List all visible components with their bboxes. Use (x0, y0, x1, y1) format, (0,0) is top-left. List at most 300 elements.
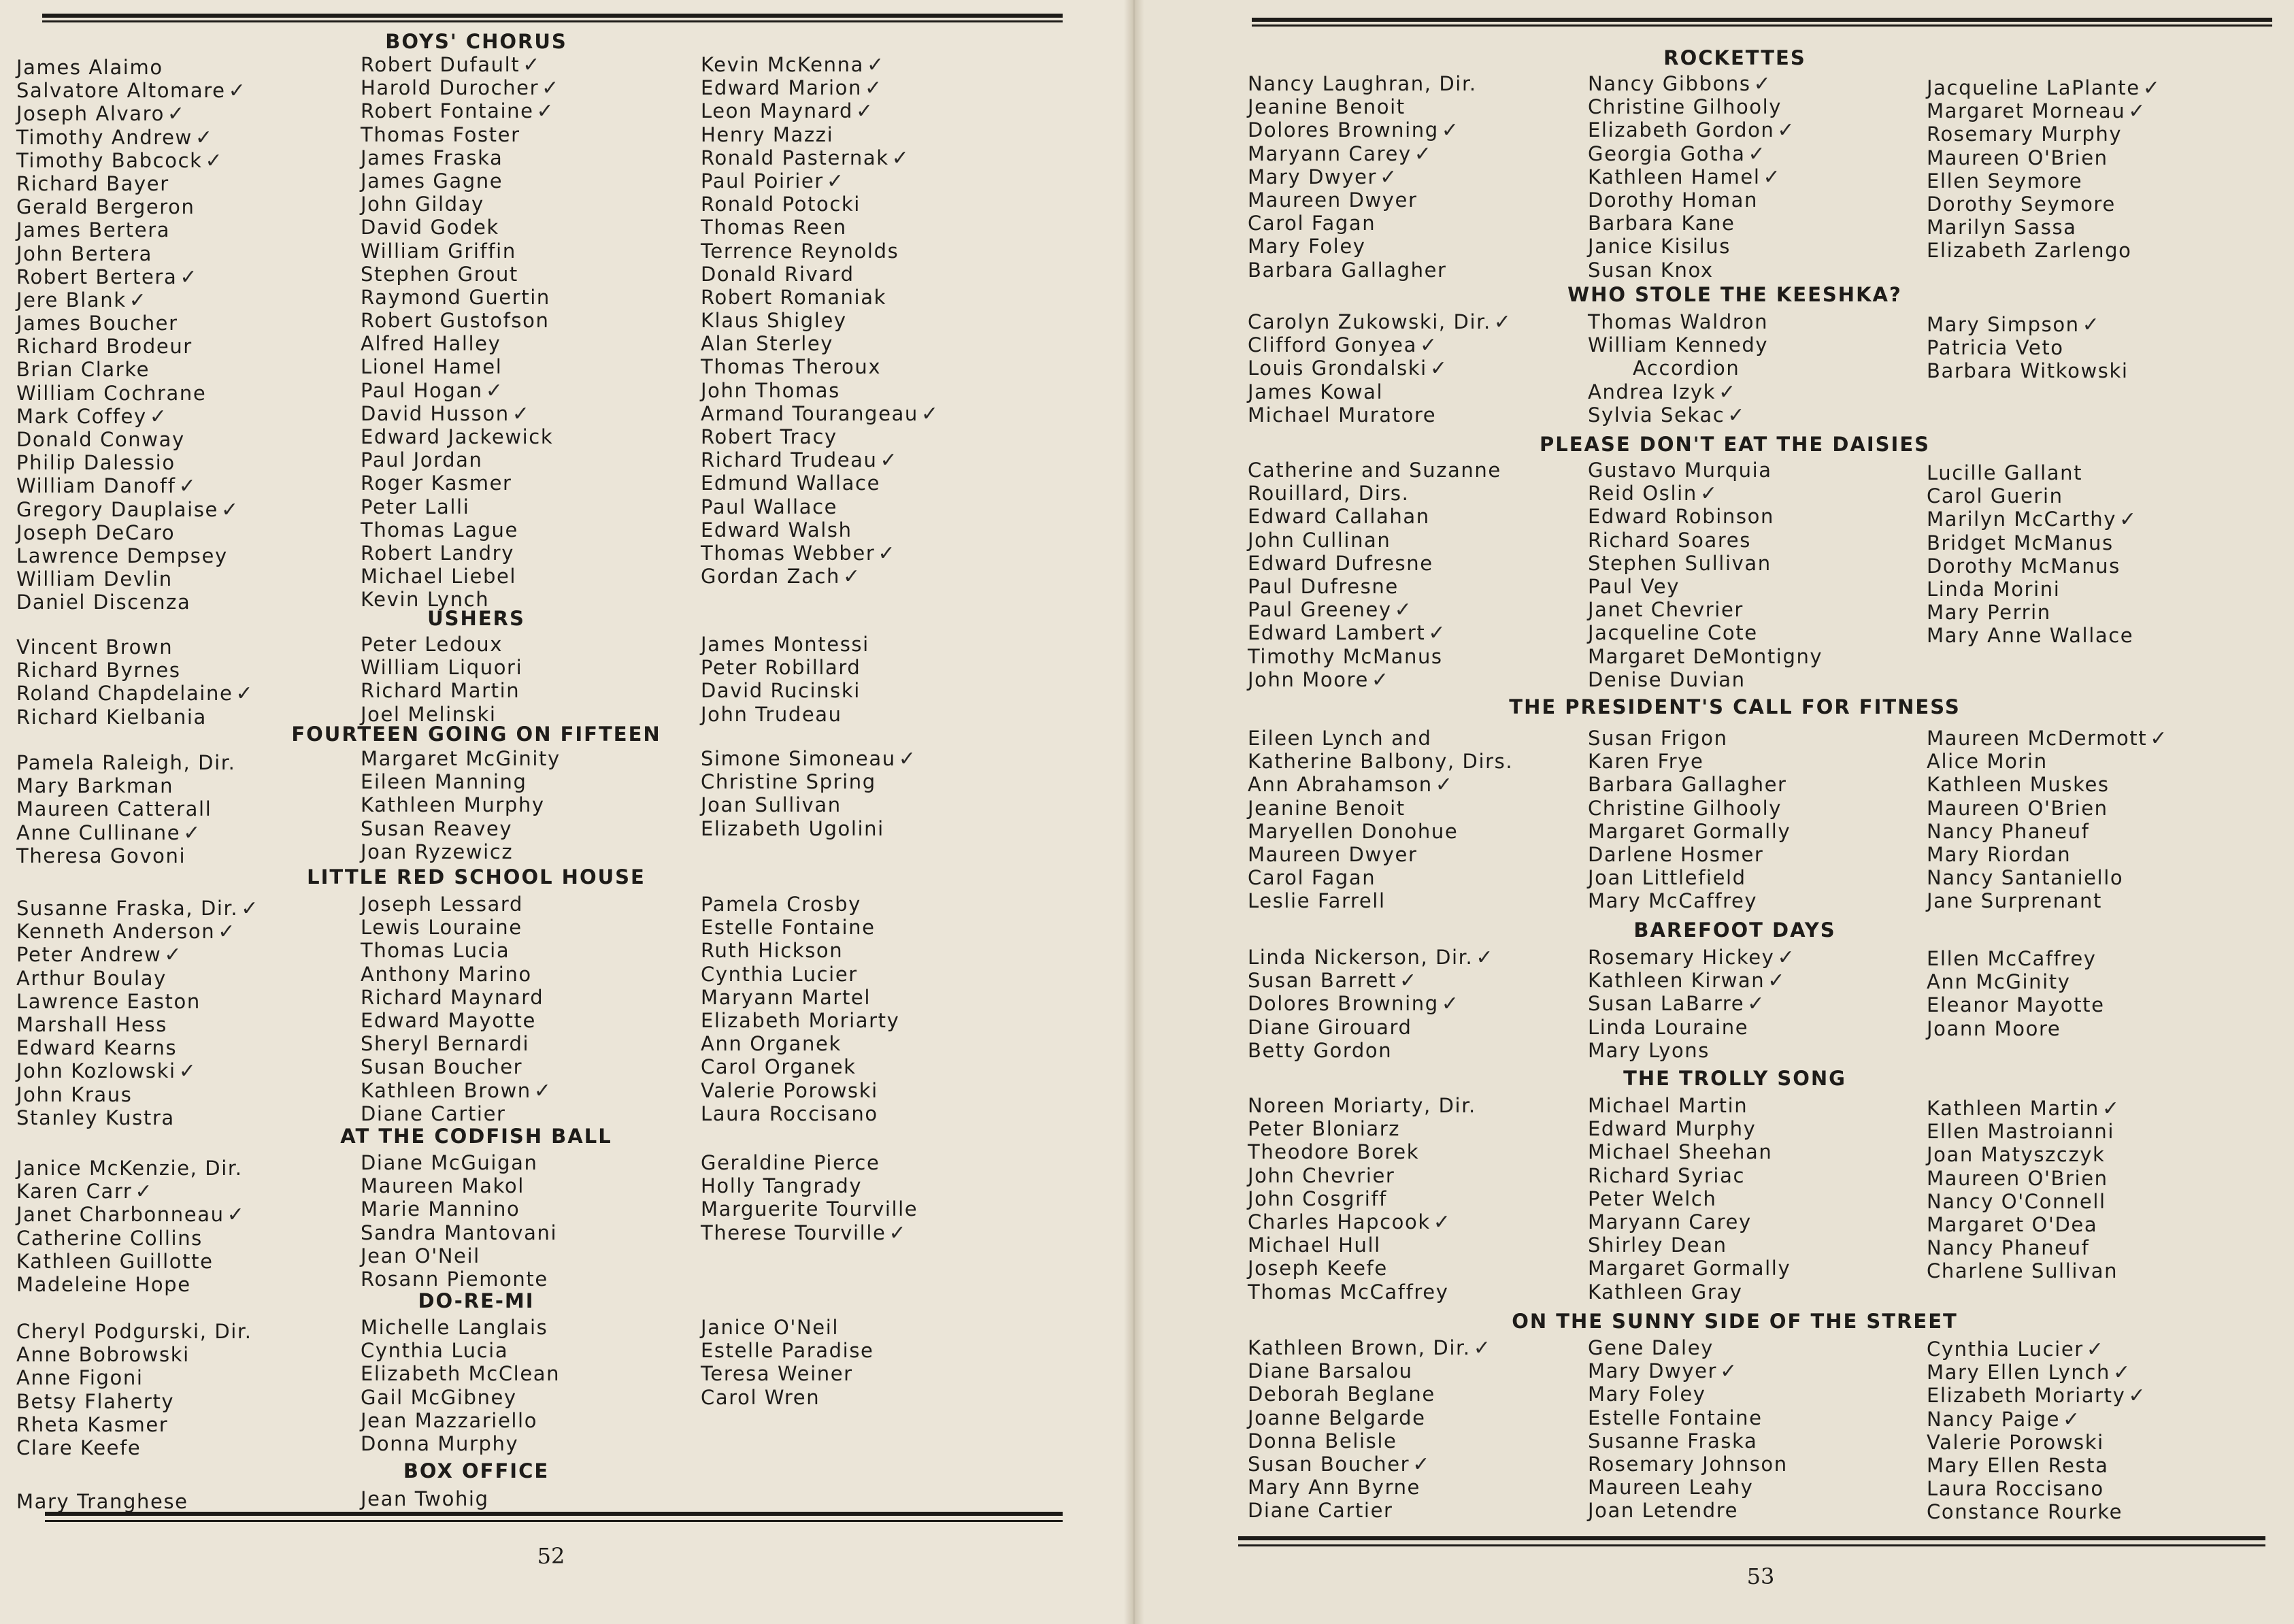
cast-member (361, 471, 560, 495)
name-column-who-stole-the-keeshka-3 (1927, 313, 2129, 383)
cast-member (1927, 1167, 2121, 1190)
cast-member (701, 402, 940, 425)
cast-member (1248, 1476, 1491, 1499)
cast-member (1927, 216, 2161, 239)
name-column-little-red-school-house-1 (16, 897, 259, 1129)
cast-member (361, 939, 552, 962)
cast-member (701, 518, 940, 542)
cast-member-name: Peter Robillard (701, 656, 861, 680)
cast-member (1248, 72, 1477, 95)
cast-member (701, 309, 940, 332)
cast-member (1588, 820, 1791, 843)
cast-member (701, 448, 940, 471)
handwritten-check-mark-icon: ✓ (2150, 727, 2168, 750)
name-column-the-trolly-song-2 (1588, 1094, 1791, 1304)
handwritten-check-mark-icon: ✓ (1419, 333, 1438, 358)
handwritten-check-mark-icon: ✓ (1441, 118, 1460, 143)
cast-member (361, 309, 560, 332)
cast-member (701, 679, 869, 702)
cast-member-name: Gordan Zach (701, 565, 840, 589)
cast-member (1927, 193, 2161, 216)
cast-member-name: Mary Simpson (1927, 313, 2080, 336)
cast-member (701, 286, 940, 309)
cast-member (16, 218, 246, 242)
cast-member (701, 1386, 874, 1409)
handwritten-check-mark-icon: ✓ (1394, 598, 1413, 623)
cast-member-name: Pamela Raleigh, Dir. (16, 751, 236, 774)
cast-member (361, 542, 560, 565)
cast-member-name: Richard Soares (1588, 528, 1751, 552)
cast-member-name: Catherine Collins (16, 1226, 203, 1250)
cast-member (16, 79, 246, 102)
cast-member-name: Reid Oslin (1588, 482, 1697, 506)
section-heading-little-red-school-house: LITTLE RED SCHOOL HOUSE (307, 865, 646, 889)
cast-member-name: Richard Syriac (1588, 1163, 1746, 1187)
cast-member (1588, 259, 1795, 282)
cast-member (16, 1203, 245, 1226)
handwritten-check-mark-icon: ✓ (1753, 72, 1772, 96)
handwritten-check-mark-icon: ✓ (1380, 165, 1398, 189)
cast-member-name: Kathleen Guillotte (16, 1249, 214, 1273)
cast-member (16, 195, 246, 218)
cast-member-name: Nancy Laughran, Dir. (1248, 72, 1477, 95)
name-column-little-red-school-house-3 (701, 893, 899, 1125)
cast-member (16, 1343, 252, 1366)
cast-member-name: Sylvia Sekac (1588, 403, 1725, 427)
cast-member (701, 893, 899, 916)
cast-member (16, 1413, 252, 1436)
name-column-please-dont-eat-the-daisies-2 (1588, 459, 1823, 691)
cast-member-name: Linda Louraine (1588, 1015, 1749, 1039)
cast-member-name: Mary Foley (1248, 235, 1366, 259)
cast-member (701, 986, 899, 1009)
cast-member-name: Joseph Lessard (361, 893, 523, 916)
cast-member (701, 355, 940, 378)
cast-member (1248, 750, 1513, 773)
cast-member (1588, 357, 1768, 380)
cast-member (701, 379, 940, 402)
cast-member-name: Armand Tourangeau (701, 401, 918, 425)
cast-member (1588, 1336, 1788, 1359)
cast-member (701, 939, 899, 962)
cast-member-name: Paul Poirier (701, 169, 824, 193)
cast-member-name: Clifford Gonyea (1248, 333, 1417, 357)
cast-member (701, 656, 869, 679)
cast-member (1248, 1117, 1476, 1140)
section-heading-barefoot-days: BAREFOOT DAYS (1633, 918, 1836, 942)
section-heading-please-dont-eat-the-daisies: PLEASE DON'T EAT THE DAISIES (1539, 433, 1931, 456)
cast-member (16, 1036, 259, 1059)
name-column-who-stole-the-keeshka-1 (1248, 310, 1512, 427)
cast-member (1588, 1117, 1791, 1140)
cast-member-name: Margaret Gormally (1588, 819, 1791, 843)
handwritten-check-mark-icon: ✓ (2063, 1407, 2081, 1431)
cast-member-name: Gail McGibney (361, 1385, 517, 1409)
cast-member-name: Barbara Witkowski (1927, 359, 2129, 383)
cast-member (1248, 212, 1477, 235)
cast-member (361, 1197, 557, 1221)
cast-member (16, 149, 246, 172)
cast-member (16, 943, 259, 966)
cast-member-name: Marilyn McCarthy (1927, 508, 2117, 531)
cast-member (1248, 621, 1501, 644)
cast-member (1588, 72, 1795, 95)
bottom-rule-right-under (1238, 1544, 2265, 1546)
cast-member (1927, 461, 2138, 484)
cast-member-name: Marshall Hess (16, 1012, 167, 1036)
section-heading-rockettes: ROCKETTES (1663, 46, 1806, 69)
name-column-barefoot-days-1 (1248, 946, 1494, 1062)
cast-member-name: Maureen Catterall (16, 797, 212, 821)
cast-member (361, 1487, 489, 1510)
top-rule-left (42, 14, 1063, 18)
name-column-barefoot-days-3 (1927, 947, 2105, 1040)
name-column-ushers-2 (361, 633, 522, 726)
cast-member (701, 1339, 874, 1362)
cast-member-name: Susan Reavey (361, 816, 513, 840)
cast-member (1588, 1016, 1795, 1039)
cast-member (16, 774, 235, 797)
cast-member-name: Christine Gilhooly (1588, 95, 1782, 119)
cast-member (361, 633, 522, 656)
handwritten-check-mark-icon: ✓ (1371, 667, 1390, 692)
handwritten-check-mark-icon: ✓ (2128, 99, 2146, 124)
cast-member (701, 1362, 874, 1385)
cast-member (16, 1013, 259, 1036)
cast-member-name: John Gilday (361, 193, 484, 216)
cast-member-name: Therese Tourville (701, 1221, 886, 1244)
cast-member (1248, 380, 1512, 403)
cast-member-name: Donald Rivard (701, 262, 854, 286)
section-heading-the-trolly-song: THE TROLLY SONG (1623, 1067, 1846, 1090)
cast-member-name: Elizabeth Gordon (1588, 118, 1775, 142)
cast-member (361, 169, 560, 193)
cast-member (1248, 1382, 1491, 1406)
cast-member-name: Theresa Govoni (16, 844, 186, 867)
cast-member (1588, 1359, 1788, 1382)
page-number-right: 53 (1746, 1563, 1775, 1589)
cast-member (361, 793, 561, 816)
cast-member-name: Klaus Shigley (701, 309, 847, 333)
handwritten-check-mark-icon: ✓ (1435, 773, 1454, 797)
handwritten-check-mark-icon: ✓ (1777, 946, 1796, 970)
cast-member (1927, 750, 2168, 773)
cast-member (1927, 554, 2138, 578)
cast-member-name: Diane Cartier (1248, 1499, 1393, 1523)
cast-member-name: Cynthia Lucier (701, 962, 858, 986)
cast-member-name: William Liquori (361, 656, 523, 680)
cast-member (1588, 946, 1795, 969)
cast-member-name: Timothy Babcock (16, 148, 203, 172)
cast-member-name: Maureen Leahy (1588, 1476, 1754, 1499)
cast-member (1927, 1259, 2121, 1282)
cast-member-name: Karen Frye (1588, 750, 1704, 774)
cast-member-name: Joan Littlefield (1588, 866, 1746, 890)
bottom-rule-left (45, 1512, 1063, 1516)
cast-member-name: Gregory Dauplaise (16, 497, 218, 521)
cast-member-name: Rouillard, Dirs. (1248, 482, 1410, 506)
name-column-at-the-codfish-ball-2 (361, 1151, 557, 1291)
cast-member-name: Vincent Brown (16, 635, 173, 659)
name-column-barefoot-days-2 (1588, 946, 1795, 1062)
cast-member (361, 1409, 560, 1432)
cast-member-name: Terrence Reynolds (701, 239, 899, 263)
cast-member (1927, 578, 2138, 601)
cast-member-name: Anne Figoni (16, 1366, 144, 1390)
cast-member (701, 1174, 918, 1197)
name-column-presidents-call-for-fitness-1 (1248, 727, 1513, 913)
cast-member-name: Thomas McCaffrey (1248, 1280, 1449, 1304)
cast-member (1588, 459, 1823, 482)
cast-member (16, 335, 246, 358)
cast-member (16, 405, 246, 428)
handwritten-check-mark-icon: ✓ (2128, 1384, 2147, 1408)
cast-member (1927, 1384, 2146, 1407)
handwritten-check-mark-icon: ✓ (536, 99, 555, 124)
cast-member (1248, 1499, 1491, 1522)
cast-member-name: Barbara Gallagher (1248, 258, 1447, 282)
cast-member (1248, 1406, 1491, 1429)
cast-member (16, 567, 246, 591)
cast-member (1588, 969, 1795, 992)
cast-member (1927, 122, 2161, 146)
cast-member-name: Jacqueline Cote (1588, 621, 1758, 645)
name-column-do-re-mi-2 (361, 1316, 560, 1455)
cast-member (1927, 508, 2138, 531)
cast-member-name: Maryann Carey (1248, 142, 1412, 165)
cast-member-name: Anthony Marino (361, 962, 532, 986)
cast-member (16, 635, 254, 659)
cast-member-name: Rosann Piemonte (361, 1267, 548, 1291)
cast-member (701, 1055, 899, 1078)
cast-member-name: Deborah Beglane (1248, 1382, 1435, 1406)
cast-member-name: Lewis Louraine (361, 916, 522, 940)
cast-member (16, 682, 254, 705)
cast-member (361, 986, 552, 1009)
cast-member-name: Barbara Kane (1588, 212, 1735, 235)
cast-member-name: Kathleen Hamel (1588, 165, 1761, 188)
cast-member (361, 1339, 560, 1362)
cast-member-name: Estelle Paradise (701, 1339, 874, 1363)
cast-member (701, 1102, 899, 1125)
cast-member (1248, 946, 1494, 969)
cast-member-name: David Husson (361, 401, 510, 425)
cast-member-name: Donald Conway (16, 428, 185, 451)
cast-member (361, 1267, 557, 1291)
cast-member (16, 990, 259, 1013)
cast-member (1588, 668, 1823, 691)
cast-member-name: Roger Kasmer (361, 471, 512, 495)
cast-member (16, 451, 246, 474)
cast-member-name: James Bertera (16, 218, 171, 242)
cast-member-name: Charlene Sullivan (1927, 1259, 2118, 1283)
cast-member-name: Christine Spring (701, 770, 876, 794)
cast-member (16, 797, 235, 821)
handwritten-check-mark-icon: ✓ (1720, 1359, 1738, 1384)
handwritten-check-mark-icon: ✓ (2112, 1361, 2131, 1385)
cast-member-name: Maureen O'Brien (1927, 1166, 2108, 1190)
cast-member (1248, 866, 1513, 889)
handwritten-check-mark-icon: ✓ (1414, 142, 1433, 166)
cast-member-name: Susanne Fraska, Dir. (16, 897, 239, 920)
cast-member-name: Marilyn Sassa (1927, 216, 2077, 239)
section-heading-on-the-sunny-side-of-the-street: ON THE SUNNY SIDE OF THE STREET (1512, 1310, 1958, 1333)
cast-member-name: Jane Surprenant (1927, 889, 2102, 913)
cast-member-name: Ruth Hickson (701, 939, 844, 963)
cast-member-name: Peter Bloniarz (1248, 1117, 1401, 1141)
cast-member (361, 1432, 560, 1455)
cast-member-name: Clare Keefe (16, 1436, 142, 1459)
cast-member-name: William Devlin (16, 567, 173, 591)
cast-member-name: Alan Sterley (701, 332, 834, 356)
cast-member-name: Linda Morini (1927, 577, 2061, 601)
cast-member (1588, 165, 1795, 188)
cast-member (16, 1320, 252, 1343)
handwritten-check-mark-icon: ✓ (228, 79, 247, 103)
handwritten-check-mark-icon: ✓ (2142, 76, 2161, 100)
cast-member (701, 770, 916, 793)
handwritten-check-mark-icon: ✓ (195, 125, 214, 150)
cast-member-name: Joseph Keefe (1248, 1257, 1388, 1280)
cast-member (361, 53, 560, 76)
cast-member (361, 770, 561, 793)
cast-member (361, 518, 560, 542)
cast-member (1588, 310, 1768, 333)
cast-member (1927, 1143, 2121, 1166)
cast-member (1927, 970, 2105, 993)
cast-member-name: Robert Gustofson (361, 309, 550, 333)
cast-member-name: Rosemary Murphy (1927, 122, 2123, 146)
cast-member-name: Michelle Langlais (361, 1316, 548, 1339)
cast-member-name: Kathleen Brown (361, 1078, 531, 1102)
cast-member (1588, 235, 1795, 258)
cast-member (16, 382, 246, 405)
cast-member-name: Diane Cartier (361, 1101, 506, 1125)
cast-member-name: Margaret Gormally (1588, 1257, 1791, 1280)
cast-member-name: Michael Muratore (1248, 403, 1437, 427)
handwritten-check-mark-icon: ✓ (1412, 1452, 1431, 1476)
cast-member-name: Mary Ellen Resta (1927, 1453, 2109, 1477)
section-heading-ushers: USHERS (427, 607, 525, 630)
cast-member (1588, 380, 1768, 403)
handwritten-check-mark-icon: ✓ (920, 401, 940, 426)
cast-member (1927, 1454, 2146, 1477)
cast-member (361, 1009, 552, 1032)
cast-member-name: Edward Dufresne (1248, 551, 1433, 575)
cast-member-name: Maryann Carey (1588, 1210, 1752, 1233)
cast-member (16, 920, 259, 943)
cast-member-name: Maureen Dwyer (1248, 188, 1418, 212)
cast-member-name: Richard Bayer (16, 171, 169, 195)
cast-member (361, 1174, 557, 1197)
cast-member-name: Dorothy McManus (1927, 554, 2121, 578)
cast-member-name: Margaret DeMontigny (1588, 644, 1823, 668)
cast-member (16, 1157, 245, 1180)
cast-member (16, 474, 246, 497)
cast-member-name: Darlene Hosmer (1588, 842, 1764, 866)
cast-member-name: Mary Tranghese (16, 1490, 188, 1513)
cast-member (1248, 505, 1501, 528)
name-column-at-the-codfish-ball-3 (701, 1151, 918, 1244)
name-column-please-dont-eat-the-daisies-3 (1927, 461, 2138, 648)
cast-member-name: Eleanor Mayotte (1927, 993, 2105, 1017)
cast-member-name: Susan Knox (1588, 258, 1714, 282)
cast-member-name: Edward Marion (701, 76, 862, 100)
cast-member-name: Dorothy Homan (1588, 188, 1758, 212)
cast-member-name: Robert Tracy (701, 425, 837, 448)
cast-member-name: James Montessi (701, 633, 869, 656)
cast-member (1248, 773, 1513, 796)
name-column-the-trolly-song-1 (1248, 1094, 1476, 1304)
cast-member-name: Shirley Dean (1588, 1233, 1727, 1257)
handwritten-check-mark-icon: ✓ (1747, 992, 1765, 1016)
cast-member-name: Daniel Discenza (16, 591, 191, 614)
cast-member-name: Timothy Andrew (16, 125, 193, 149)
cast-member (1927, 1213, 2121, 1236)
cast-member-name: Edward Kearns (16, 1036, 178, 1060)
cast-member (1588, 403, 1768, 427)
cast-member (1248, 188, 1477, 212)
cast-member-name: Maryann Martel (701, 985, 871, 1009)
cast-member-name: Joseph DeCaro (16, 520, 176, 544)
cast-member (1927, 1097, 2121, 1120)
cast-member (1927, 1361, 2146, 1384)
cast-member-name: Madeleine Hope (16, 1272, 191, 1296)
handwritten-check-mark-icon: ✓ (2086, 1338, 2105, 1361)
cast-member-name: Arthur Boulay (16, 966, 167, 990)
cast-member (1588, 1406, 1788, 1429)
handwritten-check-mark-icon: ✓ (218, 920, 236, 944)
cast-member-name: Mary Foley (1588, 1382, 1706, 1406)
cast-member-name: Diane Girouard (1248, 1015, 1412, 1039)
cast-member-name: Eileen Manning (361, 770, 527, 794)
cast-member (1927, 866, 2168, 889)
cast-member (1248, 889, 1513, 912)
cast-member (361, 379, 560, 402)
cast-member (1248, 1336, 1491, 1359)
cast-member-name: Pamela Crosby (701, 893, 861, 916)
cast-member (361, 239, 560, 263)
cast-member (1248, 1039, 1494, 1062)
cast-member (16, 1490, 188, 1513)
cast-member-name: Janet Chevrier (1588, 598, 1744, 622)
cast-member (16, 659, 254, 682)
cast-member-name: Kathleen Murphy (361, 793, 545, 817)
cast-member-name: Nancy Paige (1927, 1407, 2061, 1431)
handwritten-check-mark-icon: ✓ (1718, 380, 1737, 404)
cast-member-name: Joan Letendre (1588, 1499, 1739, 1523)
cast-member-name: Carolyn Zukowski, Dir. (1248, 310, 1491, 333)
cast-member (1248, 1094, 1476, 1117)
cast-member-name: Peter Lalli (361, 495, 470, 518)
name-column-ushers-3 (701, 633, 869, 726)
cast-member (361, 840, 561, 863)
cast-member (361, 123, 560, 146)
cast-member-name: Andrea Izyk (1588, 380, 1716, 403)
cast-member-name: Susan Frigon (1588, 727, 1728, 750)
cast-member-name: John Moore (1248, 667, 1369, 691)
cast-member (1588, 1280, 1791, 1304)
cast-member (1927, 993, 2105, 1016)
cast-member-name: Janet Charbonneau (16, 1203, 225, 1227)
cast-member-name: Brian Clarke (16, 358, 150, 382)
cast-member (1927, 146, 2161, 169)
name-column-rockettes-2 (1588, 72, 1795, 282)
cast-member (701, 565, 940, 588)
cast-member (16, 544, 246, 567)
handwritten-check-mark-icon: ✓ (878, 541, 897, 565)
section-heading-presidents-call-for-fitness: THE PRESIDENT'S CALL FOR FITNESS (1509, 695, 1961, 718)
